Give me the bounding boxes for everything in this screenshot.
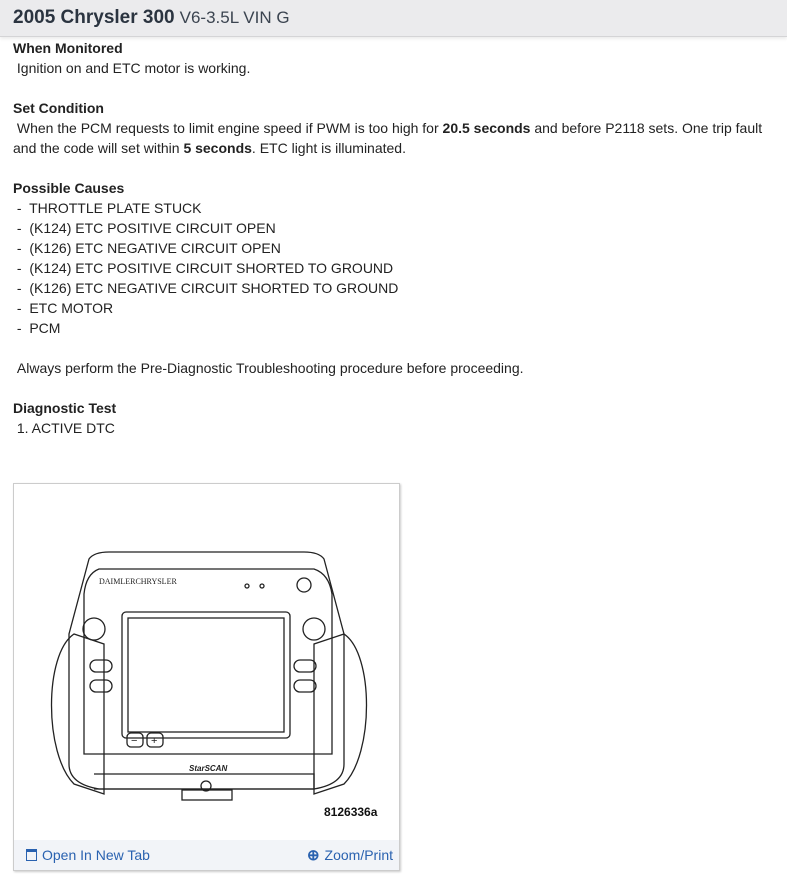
list-item: - (K126) ETC NEGATIVE CIRCUIT OPEN — [13, 240, 281, 256]
article-content — [13, 38, 783, 438]
when-monitored-heading: When Monitored — [13, 40, 123, 56]
set-condition-heading: Set Condition — [13, 100, 104, 116]
svg-text:−: − — [131, 735, 138, 747]
page-header — [0, 0, 787, 37]
page-subtitle: V6-3.5L VIN G — [179, 8, 290, 27]
procedure-note: Always perform the Pre-Diagnostic Troubleshooting procedure before proceeding. — [16, 360, 524, 376]
set-condition-text: When the PCM requests to limit engine speed if PWM is too high for 20.5 seconds and before P2118 sets. One trip fault and the code will set within 5 seconds. ETC light is illuminated. — [13, 120, 763, 156]
diagnostic-test-step[interactable]: 1. ACTIVE DTC — [16, 420, 115, 436]
list-item: - ETC MOTOR — [13, 300, 114, 316]
svg-text:+: + — [151, 735, 158, 747]
possible-causes-heading: Possible Causes — [13, 180, 125, 196]
figure-footer — [14, 840, 399, 870]
figure-container — [13, 483, 400, 871]
list-item: - (K124) ETC POSITIVE CIRCUIT OPEN — [13, 220, 276, 236]
list-item: - (K126) ETC NEGATIVE CIRCUIT SHORTED TO GROUND — [13, 280, 399, 296]
zoom-print-link[interactable]: ⊕ Zoom/Print — [306, 847, 393, 864]
open-new-tab-icon — [26, 849, 37, 861]
figure-id: 8126336a — [324, 805, 378, 819]
brand-logo: DAIMLERCHRYSLER — [99, 577, 177, 586]
list-item: - (K124) ETC POSITIVE CIRCUIT SHORTED TO GROUND — [13, 260, 394, 276]
list-item: - PCM — [13, 320, 61, 336]
list-item: - THROTTLE PLATE STUCK — [13, 200, 202, 216]
diagnostic-test-heading: Diagnostic Test — [13, 400, 117, 416]
possible-causes-list — [13, 198, 783, 338]
when-monitored-text: Ignition on and ETC motor is working. — [16, 60, 251, 76]
zoom-in-icon: ⊕ — [306, 847, 320, 864]
page-title: 2005 Chrysler 300 — [13, 7, 175, 28]
starscan-device-illustration[interactable] — [14, 484, 399, 834]
open-in-new-tab-link[interactable]: Open In New Tab — [26, 847, 150, 863]
device-logo: StarSCAN — [189, 764, 228, 773]
